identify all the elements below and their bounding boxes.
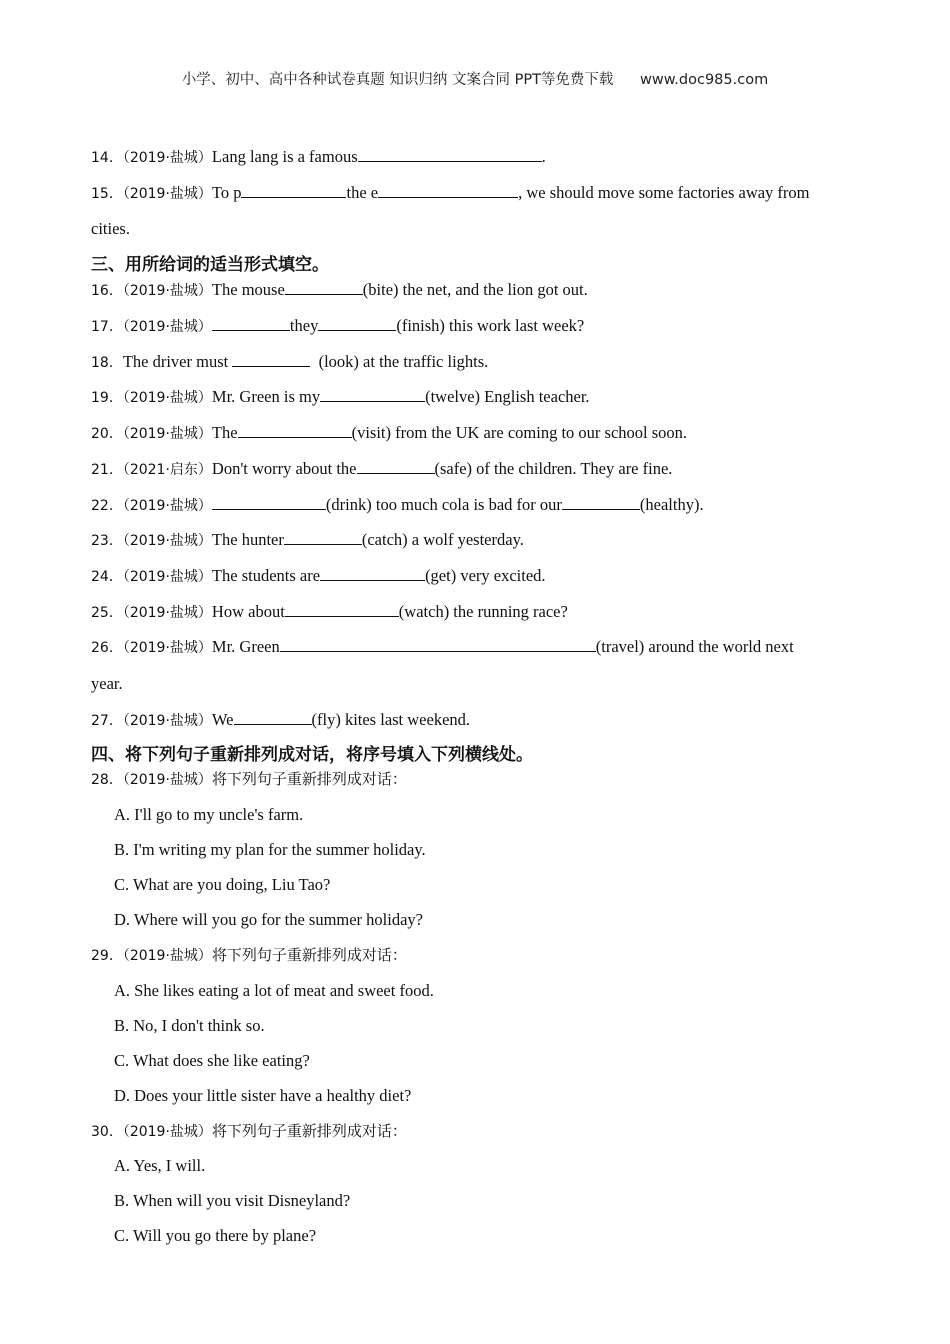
- question-source: （2019·盐城）: [122, 150, 212, 166]
- question-text: The students are: [211, 566, 321, 585]
- question-text: (travel) around the world next: [595, 637, 794, 656]
- option: B. No, I don't think so.: [114, 1016, 265, 1035]
- question-text: How about: [211, 602, 285, 621]
- header-site: www.doc985.com: [640, 72, 769, 88]
- question-20: [91, 422, 687, 444]
- question-text: Lang lang is a famous: [211, 147, 358, 166]
- question-number: 25．: [91, 605, 123, 621]
- question-text: Mr. Green: [211, 637, 280, 656]
- question-instruction: 将下列句子重新排列成对话：: [211, 1122, 407, 1140]
- question-number: 26．: [91, 640, 123, 656]
- answer-blank[interactable]: [212, 494, 326, 510]
- question-17: [91, 315, 584, 337]
- question-text: The mouse: [211, 280, 285, 299]
- answer-blank[interactable]: [280, 636, 596, 652]
- question-number: 15．: [91, 186, 123, 202]
- answer-blank[interactable]: [285, 279, 363, 295]
- answer-blank[interactable]: [284, 529, 362, 545]
- question-19: [91, 386, 590, 408]
- question-text: We: [211, 710, 234, 729]
- question-text: they: [289, 316, 319, 335]
- question-number: 30．: [91, 1124, 123, 1140]
- question-source: （2019·盐城）: [122, 186, 212, 202]
- question-number: 21．: [91, 462, 123, 478]
- question-text: .: [541, 147, 546, 166]
- question-instruction: 将下列句子重新排列成对话：: [211, 946, 407, 964]
- question-source: （2019·盐城）: [122, 390, 212, 406]
- option: D. Does your little sister have a healthy diet?: [114, 1086, 412, 1105]
- question-number: 14．: [91, 150, 123, 166]
- page-header: [0, 68, 950, 89]
- question-number: 27．: [91, 713, 123, 729]
- question-text: Don't worry about the: [211, 459, 357, 478]
- question-29: [91, 945, 407, 966]
- question-text: (bite) the net, and the lion got out.: [362, 280, 588, 299]
- question-text: (fly) kites last weekend.: [311, 710, 471, 729]
- question-15: [91, 182, 810, 204]
- option: C. What does she like eating?: [114, 1051, 310, 1070]
- header-text: 小学、初中、高中各种试卷真题 知识归纳 文案合同 PPT等免费下载: [181, 72, 614, 88]
- option: B. I'm writing my plan for the summer holiday.: [114, 840, 426, 859]
- question-source: （2019·盐城）: [122, 283, 212, 299]
- question-14: [91, 146, 546, 168]
- question-text: (get) very excited.: [425, 566, 546, 585]
- question-instruction: 将下列句子重新排列成对话：: [211, 770, 407, 788]
- question-text: (finish) this work last week?: [396, 316, 585, 335]
- question-15-continued: cities.: [91, 219, 130, 238]
- answer-blank[interactable]: [358, 146, 542, 162]
- question-source: （2019·盐城）: [122, 640, 212, 656]
- question-source: （2019·盐城）: [122, 426, 212, 442]
- answer-blank[interactable]: [320, 386, 425, 402]
- question-source: （2021·启东）: [122, 462, 212, 478]
- question-number: 24．: [91, 569, 123, 585]
- question-number: 19．: [91, 390, 123, 406]
- question-number: 16．: [91, 283, 123, 299]
- question-text: The driver must: [122, 352, 229, 371]
- option: A. She likes eating a lot of meat and sweet food.: [114, 981, 434, 1000]
- option: C. Will you go there by plane?: [114, 1226, 317, 1245]
- answer-blank[interactable]: [285, 601, 399, 617]
- question-25: [91, 601, 568, 623]
- question-number: 22．: [91, 498, 123, 514]
- question-28: [91, 769, 407, 790]
- answer-blank[interactable]: [378, 182, 518, 198]
- question-source: （2019·盐城）: [122, 772, 212, 788]
- question-source: （2019·盐城）: [122, 533, 212, 549]
- question-number: 23．: [91, 533, 123, 549]
- question-text: (safe) of the children. They are fine.: [434, 459, 673, 478]
- question-text: (look) at the traffic lights.: [318, 352, 489, 371]
- question-source: （2019·盐城）: [122, 319, 212, 335]
- section-3-title: 三、用所给词的适当形式填空。: [91, 255, 329, 275]
- answer-blank[interactable]: [234, 709, 312, 725]
- question-21: [91, 458, 672, 480]
- question-18: [91, 351, 488, 373]
- option: B. When will you visit Disneyland?: [114, 1191, 351, 1210]
- question-text: The hunter: [211, 530, 284, 549]
- question-text: Mr. Green is my: [211, 387, 321, 406]
- answer-blank[interactable]: [212, 315, 290, 331]
- answer-blank[interactable]: [562, 494, 640, 510]
- question-text: (watch) the running race?: [398, 602, 568, 621]
- question-number: 17．: [91, 319, 123, 335]
- answer-blank[interactable]: [357, 458, 435, 474]
- question-text: (twelve) English teacher.: [425, 387, 590, 406]
- question-22: [91, 494, 704, 516]
- option: C. What are you doing, Liu Tao?: [114, 875, 331, 894]
- answer-blank[interactable]: [318, 315, 396, 331]
- question-number: 20．: [91, 426, 123, 442]
- question-text: the e: [346, 183, 379, 202]
- answer-blank[interactable]: [238, 422, 352, 438]
- question-text: (catch) a wolf yesterday.: [361, 530, 524, 549]
- question-number: 18．: [91, 355, 123, 371]
- question-30: [91, 1121, 407, 1142]
- answer-blank[interactable]: [320, 565, 425, 581]
- question-text: (drink) too much cola is bad for our: [325, 495, 562, 514]
- question-23: [91, 529, 524, 551]
- question-source: （2019·盐城）: [122, 1124, 212, 1140]
- section-4-title: 四、将下列句子重新排列成对话，将序号填入下列横线处。: [91, 745, 533, 765]
- answer-blank[interactable]: [232, 351, 310, 367]
- question-source: （2019·盐城）: [122, 713, 212, 729]
- question-text: , we should move some factories away from: [518, 183, 810, 202]
- answer-blank[interactable]: [241, 182, 346, 198]
- question-27: [91, 709, 470, 731]
- question-source: （2019·盐城）: [122, 498, 212, 514]
- question-26: [91, 636, 794, 658]
- question-number: 29．: [91, 948, 123, 964]
- question-text: (visit) from the UK are coming to our school soon.: [351, 423, 688, 442]
- option: A. I'll go to my uncle's farm.: [114, 805, 304, 824]
- question-number: 28．: [91, 772, 123, 788]
- question-26-continued: year.: [91, 674, 123, 693]
- question-source: （2019·盐城）: [122, 569, 212, 585]
- question-text: To p: [211, 183, 242, 202]
- option: A. Yes, I will.: [114, 1156, 206, 1175]
- question-text: (healthy).: [639, 495, 704, 514]
- question-24: [91, 565, 546, 587]
- question-source: （2019·盐城）: [122, 605, 212, 621]
- question-source: （2019·盐城）: [122, 948, 212, 964]
- option: D. Where will you go for the summer holiday?: [114, 910, 423, 929]
- question-text: The: [211, 423, 238, 442]
- question-16: [91, 279, 588, 301]
